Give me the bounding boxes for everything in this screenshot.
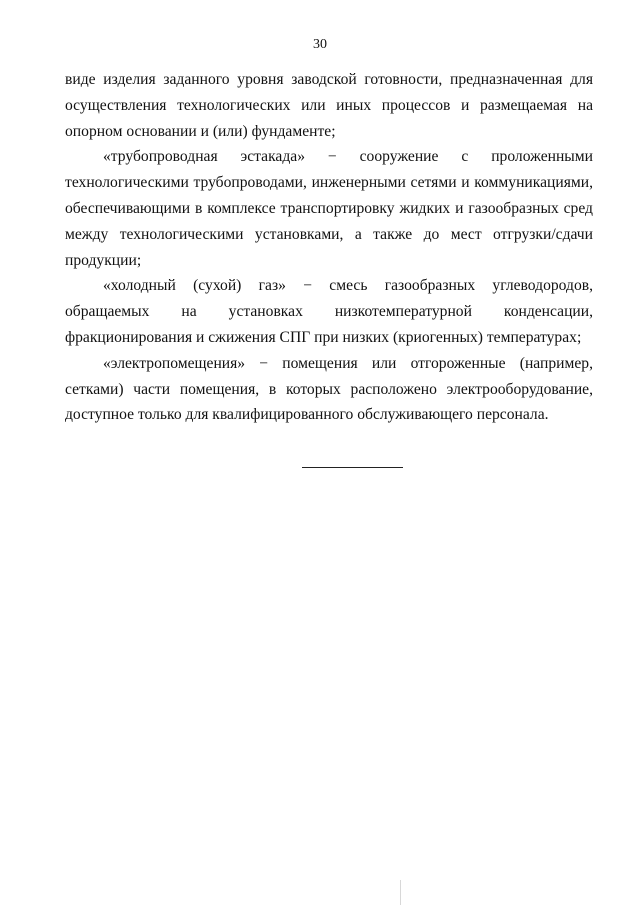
paragraph-pipe-rack-definition: «трубопроводная эстакада» − сооружение с проложенными технологическими трубопроводами, инженерными сетями и коммуникациями, обеспечивающими в комплексе транспортировку жидких и газообразных сред между технологическими установками, а также до мест отгрузки/сдачи продукции;: [65, 148, 593, 269]
paragraph-electrical-rooms-definition: «электропомещения» − помещения или отгороженные (например, сетками) части помещения, в которых расположено электрооборудование, доступное только для квалифицированного обслуживающего персонала.: [65, 354, 593, 424]
end-separator-line: [302, 467, 403, 468]
document-body: [65, 67, 593, 428]
page-number: 30: [313, 37, 327, 52]
scan-artifact-line: [400, 880, 401, 905]
paragraph-continuation: виде изделия заданного уровня заводской готовности, предназначенная для осуществления технологических или иных процессов и размещаемая на опорном основании и (или) фундаменте;: [65, 71, 593, 140]
paragraph-cold-gas-definition: «холодный (сухой) газ» − смесь газообразных углеводородов, обращаемых на установках низкотемпературной конденсации, фракционирования и сжижения СПГ при низких (криогенных) температурах;: [65, 277, 593, 346]
